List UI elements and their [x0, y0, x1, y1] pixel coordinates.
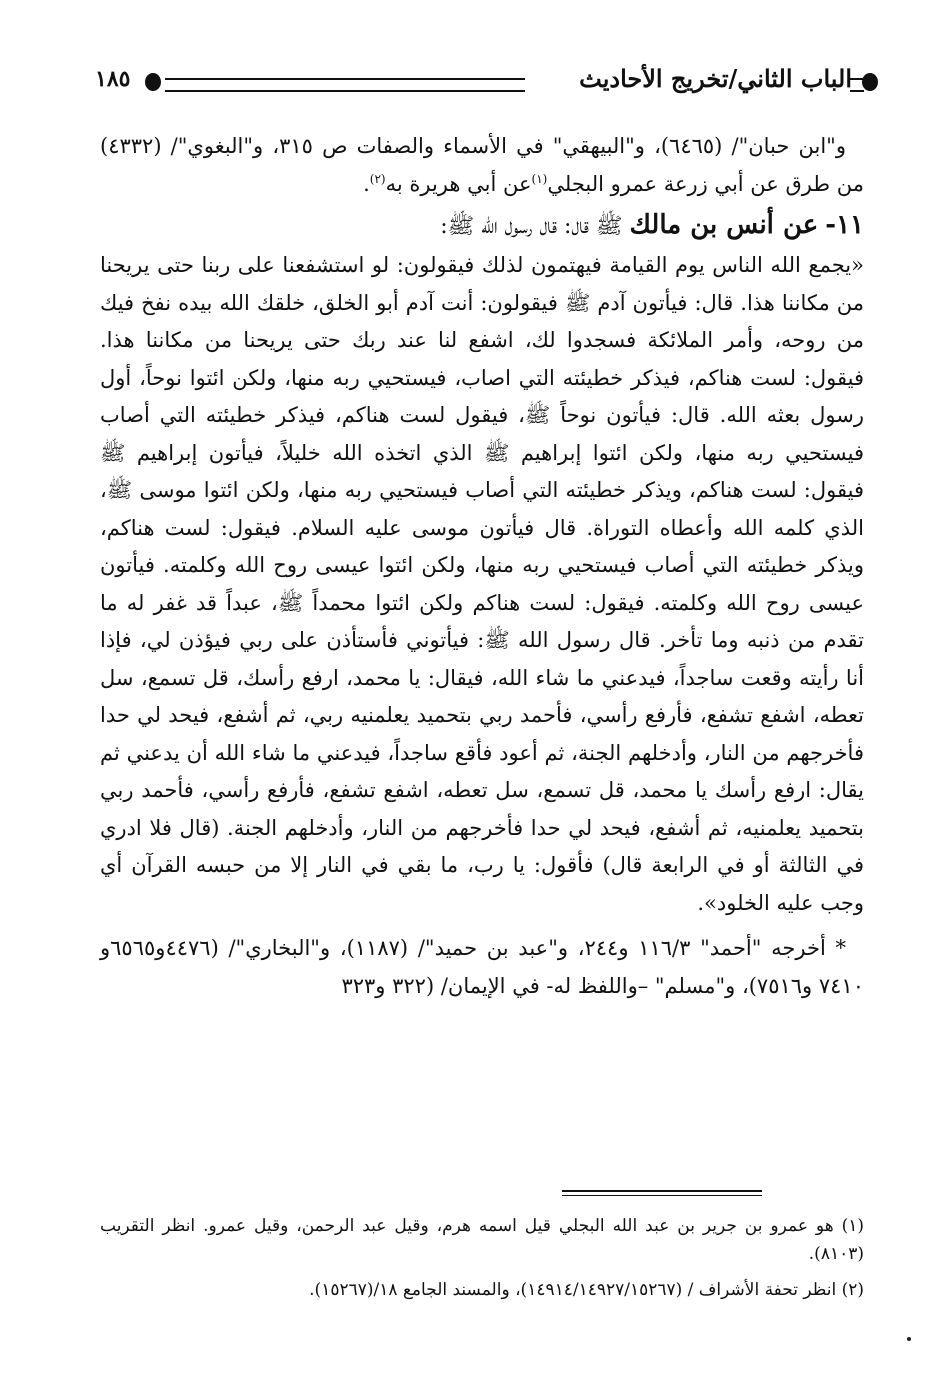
intro-line-1: و"ابن حبان"/ (٦٤٦٥)، و"البيهقي" في الأسماء والصفات ص ٣١٥، و"البغوي"/ [170, 134, 846, 158]
header-rule-left [165, 78, 525, 92]
page-speck [907, 1337, 911, 1341]
takhrij-paragraph: * أخرجه "أحمد" ١١٦/٣ و٢٤٤، و"عبد بن حميد"/ (١١٨٧)، و"البخاري"/ (٤٤٧٦و٦٥٦٥و ٧٤١٠ و٧٥١٦)، و"مسلم" –واللفظ له- في الإيمان/ (٣٢٢ و٣٢٣ [100, 936, 864, 998]
intro-line-2-rest: عن أبي هريرة به [385, 171, 532, 196]
footnote-separator [562, 1190, 762, 1192]
page-number: ١٨٥ [95, 66, 131, 92]
hadith-narrator: عن أنس بن مالك [629, 210, 819, 240]
page-header [95, 60, 874, 106]
hadith-intro-rest: ﷺ قال: قال رسول الله ﷺ: [440, 214, 623, 239]
hadith-number: ١١- [825, 210, 864, 240]
intro-line-2-start: (٤٣٣٢) من طرق عن أبي زرعة عمرو البجلي [100, 134, 864, 196]
footnote-2: (٢) انظر تحفة الأشراف / (١٤٩١٤/١٤٩٢٧/١٥٢٦٧)، والمسند الجامع ١٨/(١٥٢٦٧). [309, 1280, 864, 1300]
chapter-title: الباب الثاني/تخريج الأحاديث [579, 64, 852, 93]
footnote-1: (١) هو عمرو بن جرير بن عبد الله البجلي قيل اسمه هرم، وقيل عبد الرحمن، وقيل عمرو. انظر التقريب (٨١٠٣). [100, 1216, 864, 1264]
header-rule-right [850, 78, 864, 92]
footnote-separator-thin [562, 1195, 762, 1196]
header-ornament-right [862, 73, 878, 91]
hadith-heading [100, 205, 864, 247]
hadith-text: «يجمع الله الناس يوم القيامة فيهتمون لذلك فيقولون: لو استشفعنا على ربنا حتى يريحنا من مكاننا هذا. قال: فيأتون آدم ﷺ فيقولون: أنت آدم أبو الخلق، خلقك الله بيده نفخ فيك من روحه، وأمر الملائكة فسجدوا لك، اشفع لنا عند ربك حتى يريحنا من مكاننا هذا. فيقول: لست هناكم، فيذكر خطيئته التي اصاب، فيستحيي ربه منها، ولكن ائتوا نوحاً، أول رسول بعثه الله. قال: فيأتون نوحاً ﷺ، فيقول لست هناكم، فيذكر خطيئته التي أصاب فيستحيي ربه منها، ولكن ائتوا إبراهيم ﷺ الذي اتخذه الله خليلاً، فيأتون إبراهيم ﷺ فيقول: لست هناكم، ويذكر خطيئته التي أصاب فيستحيي ربه منها، ولكن ائتوا موسى ﷺ، الذي كلمه الله وأعطاه التوراة. قال فيأتون موسى عليه السلام. فيقول: لست هناكم، ويذكر خطيئته التي أصاب فيستحيي ربه منها، ولكن ائتوا عيسى روح الله وكلمته. فيأتون عيسى روح الله وكلمته. فيقول: لست هناكم ولكن ائتوا محمداً ﷺ، عبداً قد غفر له ما تقدم من ذنبه وما تأخر. قال رسول الله ﷺ: فيأتوني فأستأذن على ربي فيؤذن لي، فإذا أنا رأيته وقعت ساجداً، فيدعني ما شاء الله، فيقال: يا محمد، ارفع رأسك، قل تسمع، سل تعطه، اشفع تشفع، فأرفع رأسي، فأحمد ربي بتحميد يعلمنيه ربي، ثم أشفع، فيحد لي حدا فأخرجهم من النار، وأدخلهم الجنة، ثم أعود فأقع ساجداً، فيدعني ما شاء الله أن يدعني ثم يقال: ارفع رأسك يا محمد، قل تسمع، سل تعطه، اشفع تشفع، فأرفع رأسي، فأحمد ربي بتحميد يعلمنيه، ثم أشفع، فيحد لي حدا فأخرجهم من النار، وأدخلهم الجنة. (قال فلا ادري في الثالثة أو في الرابعة قال) فأقول: يا رب، ما بقي في النار إلا من حبسه القرآن أي وجب عليه الخلود». [100, 253, 864, 915]
main-text [100, 128, 864, 1005]
intro-line-2-end: . [363, 171, 370, 196]
footnotes [100, 1212, 864, 1312]
footnote-ref-1[interactable]: (١) [531, 171, 548, 186]
intro-paragraph [100, 128, 864, 203]
footnote-ref-2[interactable]: (٢) [369, 171, 386, 186]
header-ornament-left [145, 73, 161, 91]
